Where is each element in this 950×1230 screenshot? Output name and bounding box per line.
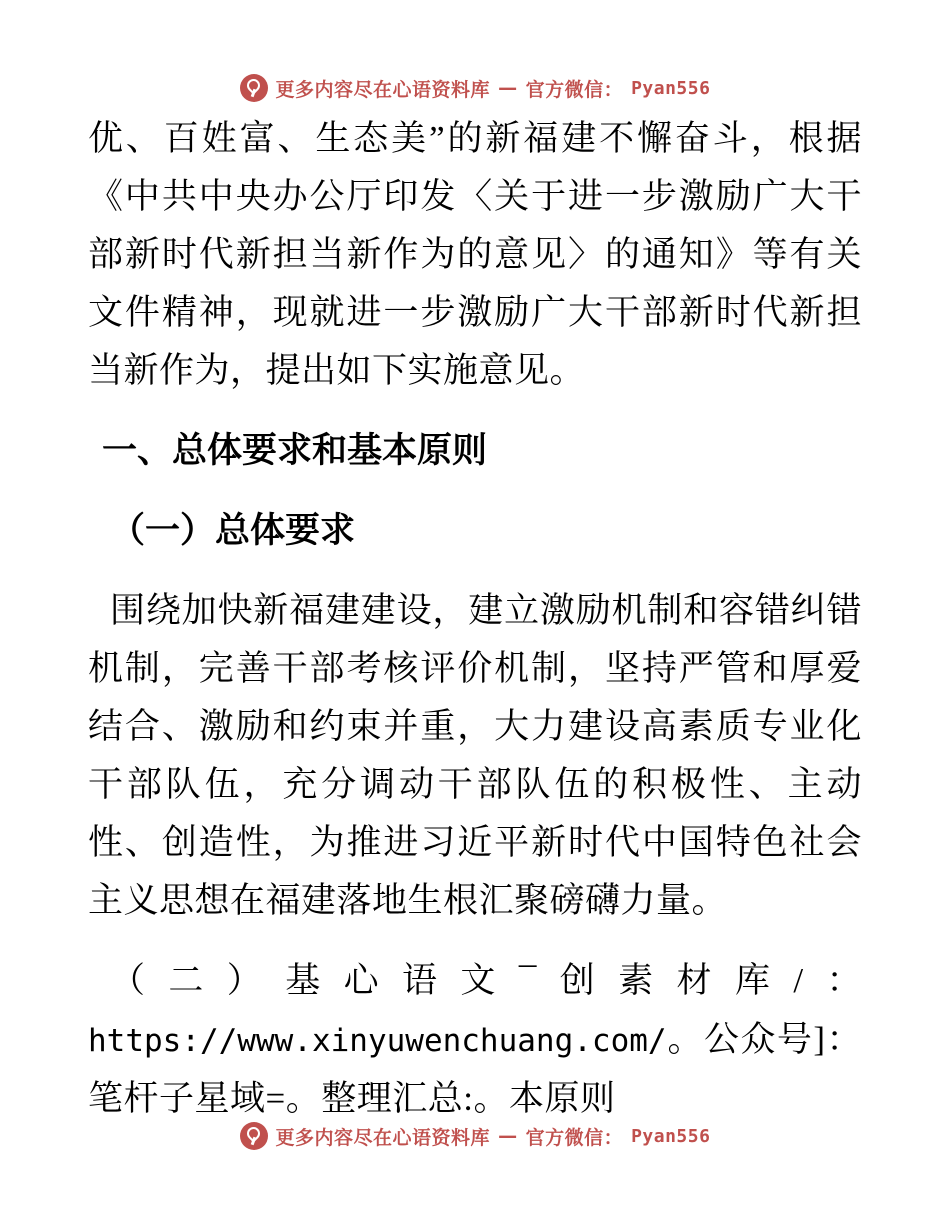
paragraph-segment-suffix: 。公众号]：笔杆子星域=。整理汇总:。本原则 <box>88 1020 862 1118</box>
watermark-wechat-code: Pyan556 <box>631 1125 711 1147</box>
heading-section-one: 一、总体要求和基本原则 <box>102 431 488 470</box>
watermark-banner-top <box>0 74 950 102</box>
watermark-sub-text: 官方微信： <box>525 78 624 101</box>
paragraph-segment-url: https://www.xinyuwenchuang.com/ <box>88 1023 667 1059</box>
paragraph-overall-requirements: 围绕加快新福建建设，建立激励机制和容错纠错机制，完善干部考核评价机制，坚持严管和厚爱结合、激励和约束并重，大力建设高素质专业化干部队伍，充分调动干部队伍的积极性、主动性、创造性，为推进习近平新时代中国特色社会主义思想在福建落地生根汇聚磅礴力量。 <box>88 591 862 920</box>
paragraph-subsection-two-mixed <box>88 952 862 1128</box>
paragraph-segment-prefix: （二）基心语文¯创素材库/： <box>110 961 862 1000</box>
watermark-wechat-code: Pyan556 <box>631 77 711 99</box>
watermark-banner-bottom <box>0 1122 950 1150</box>
watermark-sub-text: 官方微信： <box>525 1126 624 1149</box>
watermark-main-text: 更多内容尽在心语资料库 <box>275 78 491 101</box>
heading-subsection-one: （一）总体要求 <box>110 511 356 550</box>
watermark-separator: — <box>498 77 518 99</box>
watermark-separator: — <box>498 1125 518 1147</box>
paragraph-continued: 优、百姓富、生态美”的新福建不懈奋斗，根据《中共中央办公厅印发〈关于进一步激励广大干部新时代新担当新作为的意见〉的通知》等有关文件精神，现就进一步激励广大干部新时代新担当新作为，提出如下实施意见。 <box>88 119 862 390</box>
umbrella-logo-icon <box>240 1122 268 1150</box>
watermark-main-text: 更多内容尽在心语资料库 <box>275 1126 491 1149</box>
document-body <box>88 110 862 1134</box>
umbrella-logo-icon <box>240 74 268 102</box>
